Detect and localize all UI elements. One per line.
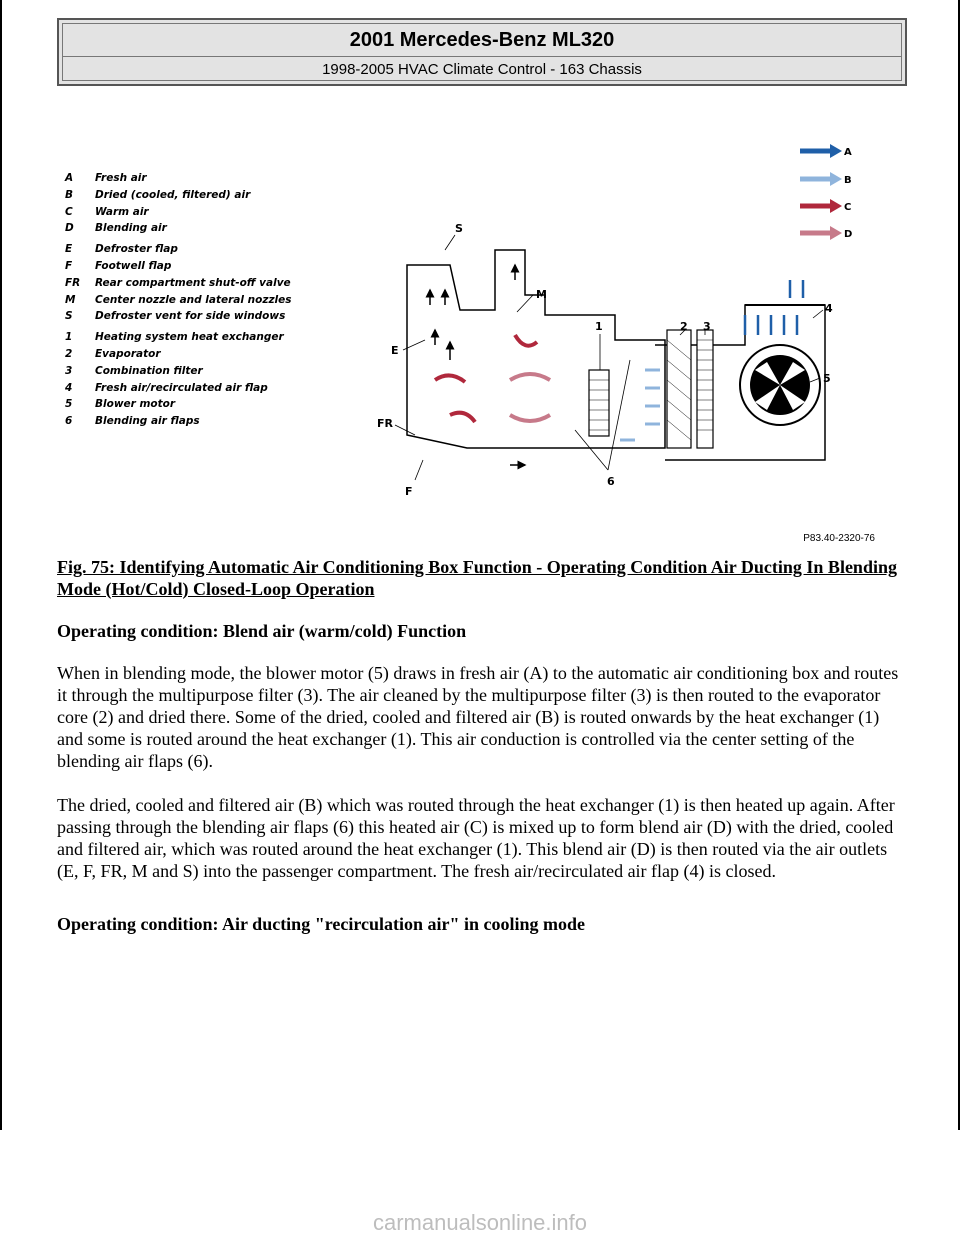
legend-text: Blending air flaps [95, 415, 200, 428]
label-f: F [405, 485, 413, 498]
legend-text: Combination filter [95, 364, 203, 377]
housing-outline [407, 250, 665, 448]
arrow-key-b-label: B [844, 175, 852, 186]
arrow-key-a [800, 144, 852, 158]
legend-key: S [65, 310, 73, 323]
label-m: M [536, 288, 547, 301]
legend-text: Heating system heat exchanger [95, 331, 284, 344]
document-header [57, 18, 907, 86]
fresh-air-arrows [745, 280, 803, 335]
label-1: 1 [595, 320, 603, 333]
legend-text: Evaporator [95, 347, 161, 360]
combination-filter [697, 330, 713, 448]
outlet-arrows [430, 265, 525, 465]
paragraph-blend-2: The dried, cooled and filtered air (B) which was routed through the heat exchanger (1) is then heated up again. After passing through the blending air flaps (6) this heated air (C) is mixed up to form blend air (D) with the dried, cooled and filtered air, which was routed around the heat exchanger (1). This blend air (D) is then routed via the air outlets (E, F, FR, M and S) into the passenger compartment. The fresh air/recirculated air flap (4) is closed. [57, 795, 895, 881]
legend-text: Fresh air [95, 172, 147, 184]
label-4: 4 [825, 302, 833, 315]
arrow-key-b [800, 172, 852, 186]
legend-key: FR [65, 276, 81, 289]
legend-key: M [65, 293, 76, 306]
arrow-key-d [800, 226, 852, 240]
figure-caption: Fig. 75: Identifying Automatic Air Conditioning Box Function - Operating Condition Air Ducting In Blending Mode (Hot/Cold) Closed-Loop Operation [57, 557, 897, 599]
legend-text: Fresh air/recirculated air flap [95, 381, 268, 394]
legend-key: 2 [65, 347, 73, 360]
legend-key: 6 [65, 415, 73, 428]
legend-text: Center nozzle and lateral nozzles [95, 293, 292, 306]
legend-key: 5 [65, 398, 73, 411]
legend-text: Footwell flap [95, 259, 172, 272]
legend-key: A [65, 172, 74, 184]
figure-code: P83.40-2320-76 [803, 533, 875, 544]
legend-text: Defroster vent for side windows [95, 310, 286, 323]
paragraph-blend-1: When in blending mode, the blower motor (5) draws in fresh air (A) to the automatic air conditioning box and routes it through the multipurpose filter (3). The air cleaned by the multipurpose filter (3) is then routed to the evaporator core (2) and dried there. Some of the dried, cooled and filtered air (B) is routed onwards by the heat exchanger (1) and some is routed around the heat exchanger (1). This air conduction is controlled via the center setting of the blending air flaps (6). [57, 663, 899, 771]
section-heading-blend: Operating condition: Blend air (warm/cold) Function [57, 621, 467, 641]
legend-key: B [65, 188, 74, 201]
arrow-key-c-label: C [844, 202, 852, 213]
header-subtitle: 1998-2005 HVAC Climate Control - 163 Chassis [322, 61, 642, 78]
legend-key: F [65, 259, 73, 272]
label-5: 5 [823, 372, 831, 385]
blend-air-arrows [435, 335, 550, 422]
legend-text: Rear compartment shut-off valve [95, 276, 291, 289]
arrow-key-c [800, 199, 851, 213]
legend-text: Warm air [95, 205, 149, 218]
header-divider [63, 56, 901, 57]
label-6: 6 [607, 475, 615, 488]
section-heading-recirculation: Operating condition: Air ducting "recirculation air" in cooling mode [57, 914, 585, 934]
label-3: 3 [703, 320, 711, 333]
legend-text: Dried (cooled, filtered) air [95, 188, 251, 201]
label-e: E [391, 344, 399, 357]
page-border-left [0, 0, 2, 1130]
legend-text: Blower motor [95, 398, 176, 411]
label-s: S [455, 222, 463, 235]
legend-key: 3 [65, 364, 73, 377]
label-2: 2 [680, 320, 688, 333]
legend-key: 4 [65, 381, 73, 394]
hvac-diagram-figure [55, 130, 885, 548]
legend-key: D [65, 222, 74, 235]
legend-key: 1 [65, 331, 73, 344]
legend-key: E [65, 243, 73, 256]
legend-text: Defroster flap [95, 243, 178, 256]
watermark-footer: carmanualsonline.info [372, 1210, 588, 1235]
arrow-key-d-label: D [844, 229, 853, 240]
legend-key: C [65, 205, 73, 218]
legend-text: Blending air [95, 222, 167, 235]
hvac-schematic [55, 130, 885, 548]
header-inner-frame [62, 23, 902, 81]
label-fr: FR [377, 417, 393, 430]
arrow-key-a-label: A [844, 147, 852, 158]
header-title: 2001 Mercedes-Benz ML320 [349, 29, 615, 51]
